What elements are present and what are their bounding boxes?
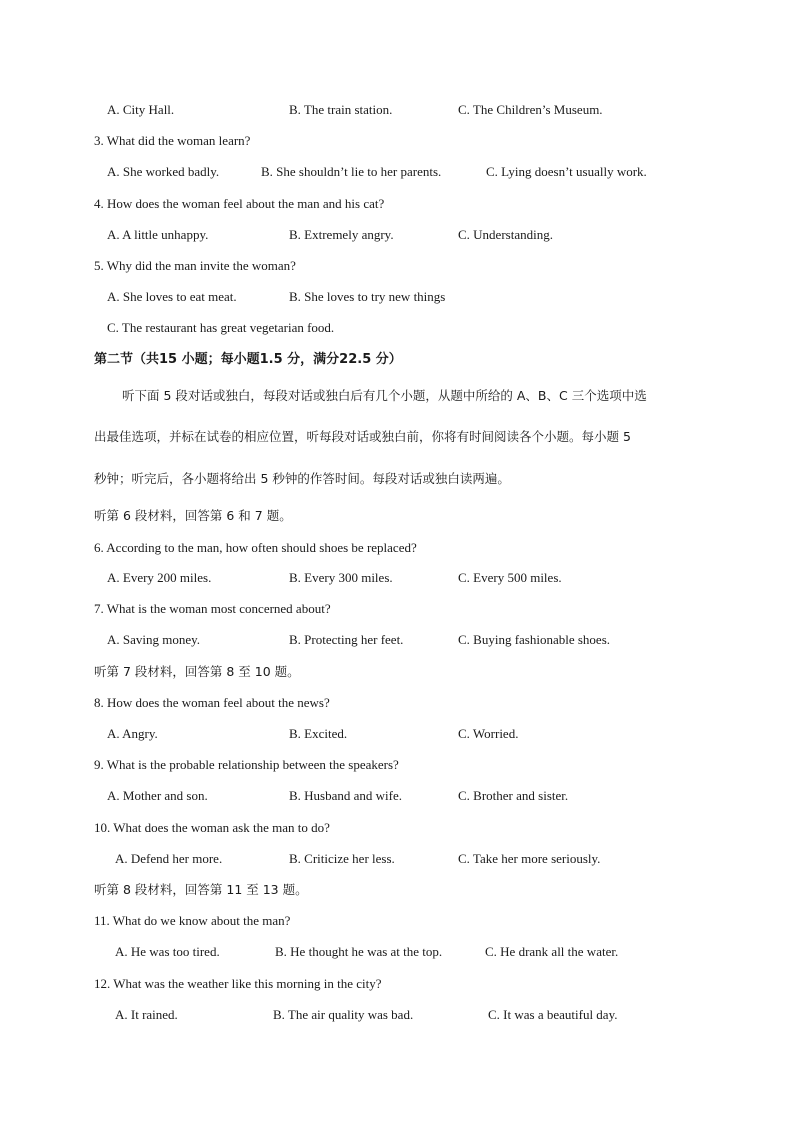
q9-option-a: A. Mother and son. xyxy=(107,788,208,803)
section2-instructions-line1: 听下面 5 段对话或独白，每段对话或独白后有几个小题，从题中所给的 A、B、C 三个选项中选 xyxy=(122,388,647,403)
q4-option-a: A. A little unhappy. xyxy=(107,227,209,242)
q6-option-b: B. Every 300 miles. xyxy=(289,570,393,585)
q2-option-a: A. City Hall. xyxy=(107,102,175,117)
q6-option-c: C. Every 500 miles. xyxy=(458,570,562,585)
q8-option-b: B. Excited. xyxy=(289,726,348,741)
q10-option-b: B. Criticize her less. xyxy=(289,851,395,866)
q9-stem: 9. What is the probable relationship between the speakers? xyxy=(94,757,399,772)
section2-instructions-line2: 出最佳选项，并标在试卷的相应位置，听每段对话或独白前，你将有时间阅读各个小题。每小题 5 xyxy=(94,429,631,444)
q3-option-b: B. She shouldn’t lie to her parents. xyxy=(261,164,442,179)
q12-option-c: C. It was a beautiful day. xyxy=(488,1007,618,1022)
q10-option-c: C. Take her more seriously. xyxy=(458,851,601,866)
q7-option-c: C. Buying fashionable shoes. xyxy=(458,632,611,647)
q8-option-c: C. Worried. xyxy=(458,726,519,741)
q9-option-b: B. Husband and wife. xyxy=(289,788,403,803)
q8-option-a: A. Angry. xyxy=(107,726,158,741)
q11-option-b: B. He thought he was at the top. xyxy=(275,944,443,959)
q4-option-c: C. Understanding. xyxy=(458,227,553,242)
q2-option-b: B. The train station. xyxy=(289,102,393,117)
q9-option-c: C. Brother and sister. xyxy=(458,788,569,803)
q11-option-a: A. He was too tired. xyxy=(115,944,220,959)
q4-option-b: B. Extremely angry. xyxy=(289,227,394,242)
q12-option-a: A. It rained. xyxy=(115,1007,178,1022)
q8-stem: 8. How does the woman feel about the news? xyxy=(94,695,330,710)
q5-option-c: C. The restaurant has great vegetarian food. xyxy=(107,320,335,335)
q12-stem: 12. What was the weather like this morning in the city? xyxy=(94,976,382,991)
q3-option-a: A. She worked badly. xyxy=(107,164,220,179)
q6-stem: 6. According to the man, how often should shoes be replaced? xyxy=(94,540,417,555)
material-7-heading: 听第 7 段材料，回答第 8 至 10 题。 xyxy=(94,664,300,679)
q5-stem: 5. Why did the man invite the woman? xyxy=(94,258,296,273)
q3-stem: 3. What did the woman learn? xyxy=(94,133,251,148)
section2-heading: 第二节（共15 小题；每小题1.5 分，满分22.5 分） xyxy=(94,352,402,367)
q10-stem: 10. What does the woman ask the man to do? xyxy=(94,820,330,835)
q5-option-a: A. She loves to eat meat. xyxy=(107,289,237,304)
section2-instructions-line3: 秒钟；听完后，各小题将给出 5 秒钟的作答时间。每段对话或独白读两遍。 xyxy=(94,471,510,486)
q10-option-a: A. Defend her more. xyxy=(115,851,223,866)
q2-option-c: C. The Children’s Museum. xyxy=(458,102,603,117)
q11-option-c: C. He drank all the water. xyxy=(485,944,619,959)
q7-stem: 7. What is the woman most concerned about? xyxy=(94,601,331,616)
material-8-heading: 听第 8 段材料，回答第 11 至 13 题。 xyxy=(94,882,308,897)
material-6-heading: 听第 6 段材料，回答第 6 和 7 题。 xyxy=(94,508,292,523)
q7-option-a: A. Saving money. xyxy=(107,632,201,647)
q11-stem: 11. What do we know about the man? xyxy=(94,913,291,928)
q5-option-b: B. She loves to try new things xyxy=(289,289,446,304)
q7-option-b: B. Protecting her feet. xyxy=(289,632,404,647)
q12-option-b: B. The air quality was bad. xyxy=(273,1007,414,1022)
q3-option-c: C. Lying doesn’t usually work. xyxy=(486,164,647,179)
q6-option-a: A. Every 200 miles. xyxy=(107,570,212,585)
q4-stem: 4. How does the woman feel about the man and his cat? xyxy=(94,196,385,211)
